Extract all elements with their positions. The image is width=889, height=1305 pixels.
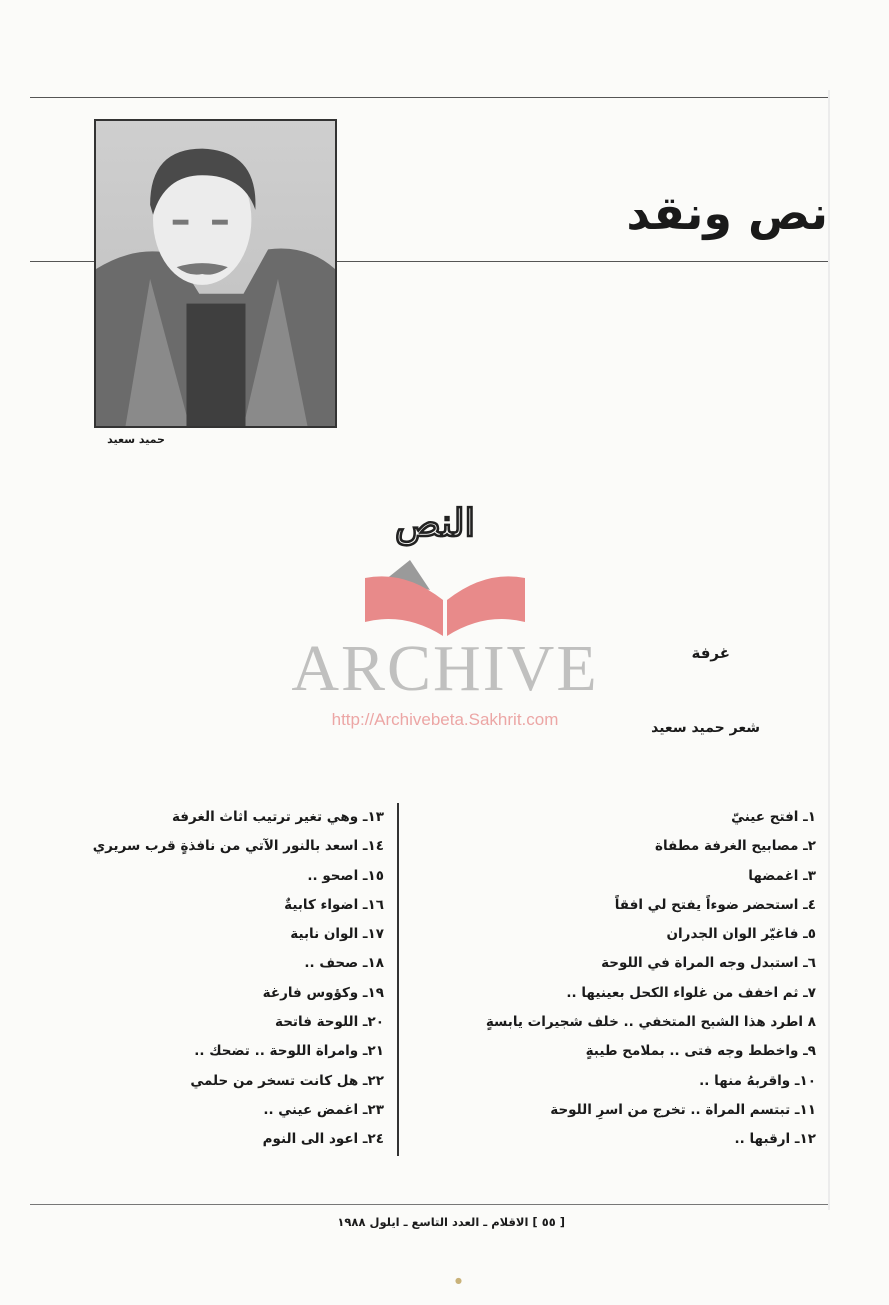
poem-line: ١٣ـ وهي تغير ترتيب اثاث الغرفة <box>171 809 384 825</box>
top-rule <box>30 97 828 98</box>
poem-line: ١١ـ تبتسم المراة .. تخرج من اسرِ اللوحة <box>550 1101 816 1118</box>
poem-line: ٧ـ ثم اخفف من غلواء الكحل بعينيها .. <box>566 984 816 1001</box>
page-footer: [ ٥٥ ] الاقلام ـ العدد التاسع ـ ايلول ١٩٨٨ <box>337 1215 565 1229</box>
poem-line: ١٠ـ واقربهُ منها .. <box>699 1072 816 1089</box>
poem-line: ١٩ـ وكؤوس فارغة <box>262 984 384 1001</box>
poem-line: ٢٠ـ اللوحة فاتحة <box>275 1014 384 1031</box>
poem-line: ٢٤ـ اعود الى النوم <box>262 1131 384 1148</box>
poem-line: ١ـ افتح عينيّ <box>731 809 816 825</box>
column-divider <box>397 803 399 1156</box>
poem-lines-right <box>420 803 816 1155</box>
section-title: نص ونقد <box>626 186 828 240</box>
poem-line: ١٦ـ اضواء كابيةٌ <box>284 896 384 913</box>
poem-author: شعر حميد سعيد <box>651 720 760 736</box>
text-heading: النص <box>394 500 476 545</box>
photo-caption: حميد سعيد <box>107 433 165 446</box>
poem-lines-left <box>40 803 384 1155</box>
poem-line: ٥ـ فاغيّر الوان الجدران <box>666 926 816 943</box>
poem-line: ١٧ـ الوان نابية <box>290 926 384 943</box>
poem-line: ١٨ـ صحف .. <box>304 955 384 972</box>
poem-title: غرفة <box>691 644 730 662</box>
watermark-archive: ARCHIVE <box>291 632 599 705</box>
portrait-image <box>96 121 335 426</box>
poem-line: ٨ اطرد هذا الشبح المتخفي .. خلف شجيرات يابسةٍ <box>485 1014 816 1031</box>
poem-line: ٣ـ اغمضها <box>748 867 816 884</box>
poem-line: ٢٣ـ اغمض عيني .. <box>263 1101 384 1118</box>
poem-line: ١٥ـ اصحو .. <box>307 867 384 884</box>
poem-line: ٢١ـ وامراة اللوحة .. تضحك .. <box>194 1043 384 1060</box>
poem-line: ٤ـ استحضر ضوءاً يفتح لي افقاً <box>614 896 816 913</box>
archive-book-logo <box>355 560 535 640</box>
author-photo <box>94 119 337 428</box>
page-edge <box>828 90 830 1210</box>
bottom-rule <box>30 1204 828 1205</box>
watermark-url: http://Archivebeta.Sakhrit.com <box>331 710 559 729</box>
poem-line: ١٤ـ اسعد بالنور الآتي من نافذةٍ قرب سريري <box>92 838 384 855</box>
poem-line: ٦ـ استبدل وجه المراة في اللوحة <box>601 955 816 972</box>
poem-line: ٢٢ـ هل كانت تسخر من حلمي <box>190 1072 384 1089</box>
poem-line: ٩ـ واخطط وجه فتى .. بملامح طيبةٍ <box>585 1043 816 1060</box>
poem-line: ١٢ـ ارقبها .. <box>734 1131 816 1148</box>
scan-speck: ● <box>455 1276 462 1285</box>
poem-line: ٢ـ مصابيح الغرفة مطفاة <box>654 838 816 855</box>
